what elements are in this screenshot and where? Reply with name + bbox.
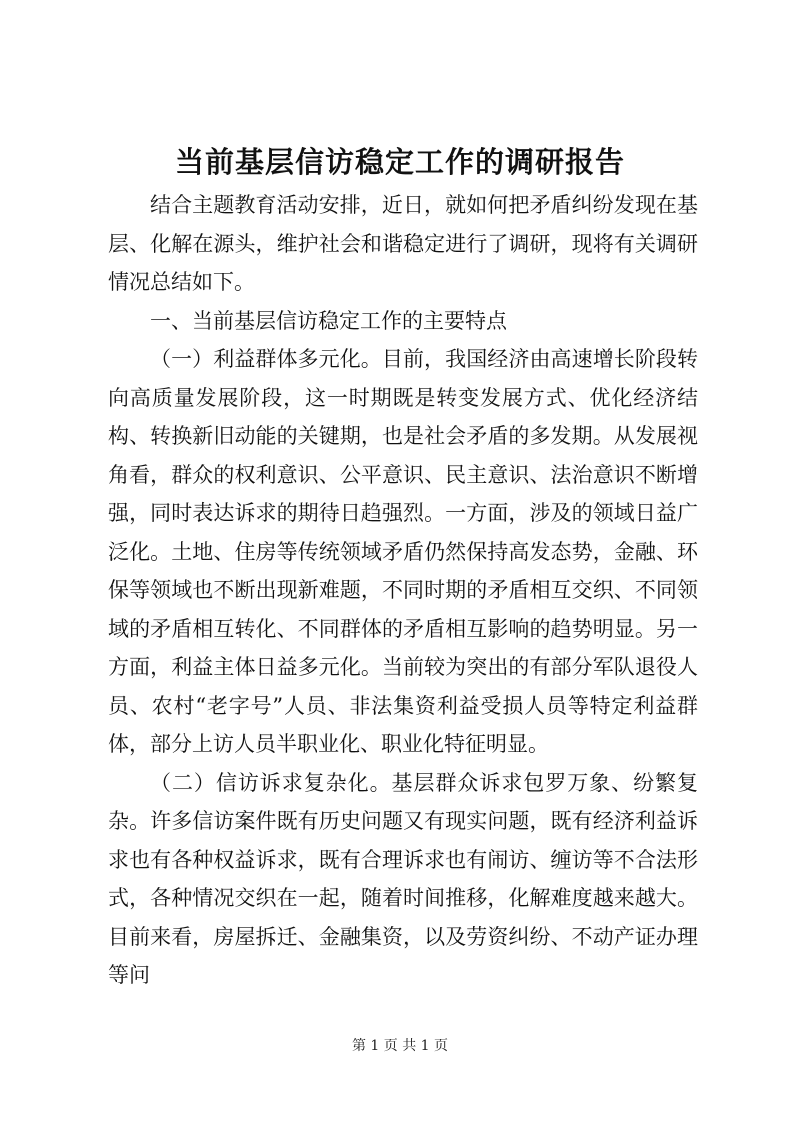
point2-paragraph [108,764,698,995]
point1-lead: （一）利益群体多元化。 [150,347,382,371]
point1-text: 目前，我国经济由高速增长阶段转向高质量发展阶段，这一时期既是转变发展方式、优化经济结构、转换新旧动能的关键期，也是社会矛盾的多发期。从发展视角看，群众的权利意识、公平意识、民主意识、法治意识不断增强，同时表达诉求的期待日趋强烈。一方面，涉及的领域日益广泛化。土地、住房等传统领域矛盾仍然保持高发态势，金融、环保等领域也不断出现新难题，不同时期的矛盾相互交织、不同领域的矛盾相互转化、不同群体的矛盾相互影响的趋势明显。另一方面，利益主体日益多元化。当前较为突出的有部分军队退役人员、农村“老字号”人员、非法集资利益受损人员等特定利益群体，部分上访人员半职业化、职业化特征明显。 [108,347,699,756]
intro-paragraph: 结合主题教育活动安排，近日，就如何把矛盾纠纷发现在基层、化解在源头，维护社会和谐稳定进行了调研，现将有关调研情况总结如下。 [108,193,698,294]
page-footer: 第 1 页 共 1 页 [351,1038,449,1054]
page-title: 当前基层信访稳定工作的调研报告 [174,145,625,179]
point2-lead: （二）信访诉求复杂化。 [150,770,392,795]
point1-paragraph [108,340,698,764]
section-heading: 一、当前基层信访稳定工作的主要特点 [150,308,507,333]
point2-text: 基层群众诉求包罗万象、纷繁复杂。许多信访案件既有历史问题又有现实问题，既有经济利益诉求也有各种权益诉求，既有合理诉求也有闹访、缠访等不合法形式，各种情况交织在一起，随着时间推移，化解难度越来越大。目前来看，房屋拆迁、金融集资，以及劳资纠纷、不动产证办理等问 [108,770,699,987]
document-body [108,186,698,995]
